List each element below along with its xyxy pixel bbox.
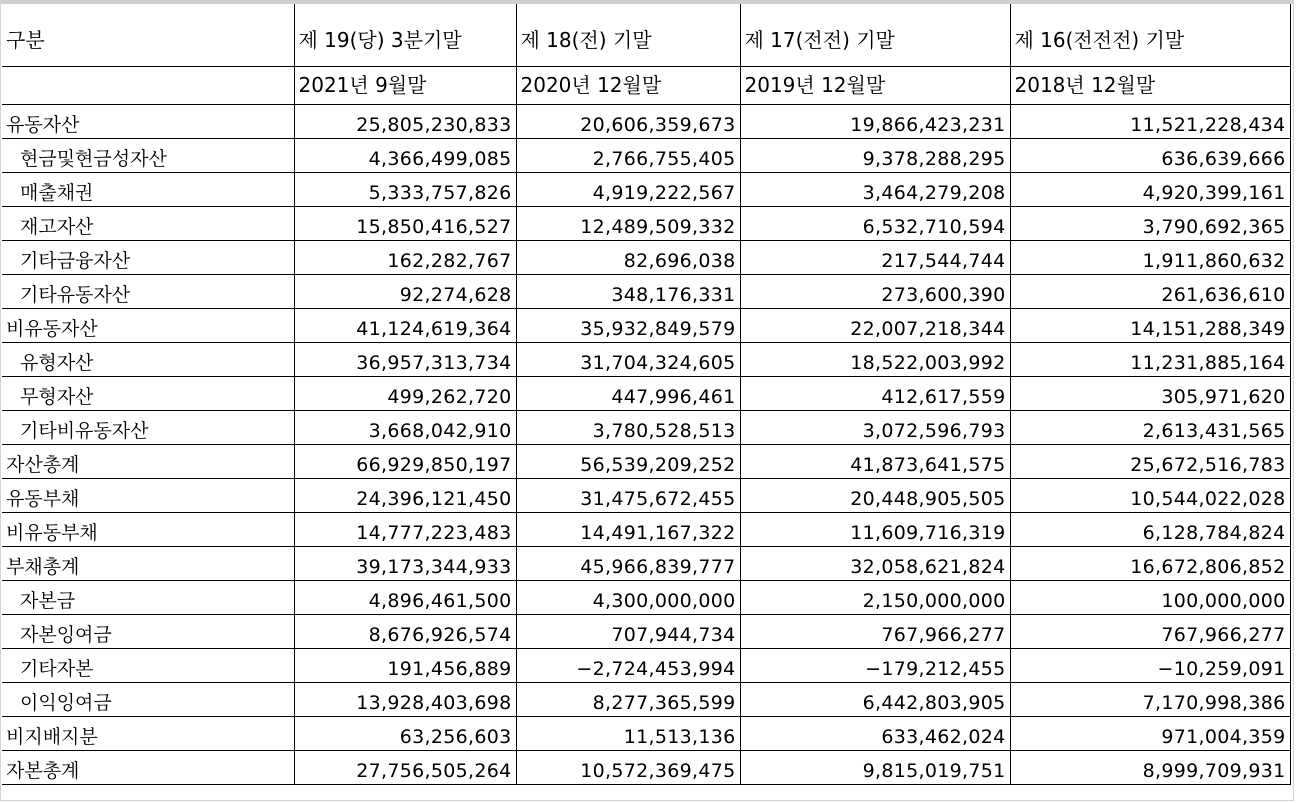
value-cell[interactable]: 14,777,223,483: [294, 512, 516, 546]
value-cell[interactable]: 4,366,499,085: [294, 138, 516, 172]
value-cell[interactable]: 10,572,369,475: [516, 750, 740, 784]
table-row: [2, 512, 1290, 546]
value-cell[interactable]: 9,378,288,295: [740, 138, 1010, 172]
value-cell[interactable]: 66,929,850,197: [294, 444, 516, 478]
value-cell[interactable]: 63,256,603: [294, 716, 516, 750]
table-row: [2, 750, 1290, 784]
value-cell[interactable]: 3,780,528,513: [516, 410, 740, 444]
value-cell[interactable]: 305,971,620: [1010, 376, 1290, 410]
value-cell[interactable]: 6,442,803,905: [740, 682, 1010, 716]
value-cell[interactable]: 971,004,359: [1010, 716, 1290, 750]
value-cell[interactable]: 100,000,000: [1010, 580, 1290, 614]
table-row: [2, 308, 1290, 342]
value-cell[interactable]: 16,672,806,852: [1010, 546, 1290, 580]
value-cell[interactable]: 32,058,621,824: [740, 546, 1010, 580]
value-cell[interactable]: 2,766,755,405: [516, 138, 740, 172]
table-row: [2, 206, 1290, 240]
value-cell[interactable]: 1,911,860,632: [1010, 240, 1290, 274]
value-cell[interactable]: 499,262,720: [294, 376, 516, 410]
value-cell[interactable]: 20,448,905,505: [740, 478, 1010, 512]
value-cell[interactable]: 39,173,344,933: [294, 546, 516, 580]
value-cell[interactable]: 633,462,024: [740, 716, 1010, 750]
date-cell[interactable]: 2019년 12월말: [740, 66, 1010, 104]
date-cell[interactable]: 2021년 9월말: [294, 66, 516, 104]
table-row: [2, 138, 1290, 172]
value-cell[interactable]: 191,456,889: [294, 648, 516, 682]
row-label[interactable]: 유동자산: [2, 104, 294, 138]
value-cell[interactable]: 273,600,390: [740, 274, 1010, 308]
value-cell[interactable]: −179,212,455: [740, 648, 1010, 682]
value-cell[interactable]: 25,805,230,833: [294, 104, 516, 138]
header-row: [2, 4, 1290, 66]
value-cell[interactable]: 217,544,744: [740, 240, 1010, 274]
value-cell[interactable]: 4,920,399,161: [1010, 172, 1290, 206]
value-cell[interactable]: 36,957,313,734: [294, 342, 516, 376]
table-row: [2, 580, 1290, 614]
header-cell[interactable]: 제 18(전) 기말: [516, 4, 740, 66]
value-cell[interactable]: 11,609,716,319: [740, 512, 1010, 546]
table-row: [2, 104, 1290, 138]
row-label[interactable]: 유형자산: [2, 342, 294, 376]
table-row: [2, 410, 1290, 444]
value-cell[interactable]: 707,944,734: [516, 614, 740, 648]
value-cell[interactable]: 8,676,926,574: [294, 614, 516, 648]
value-cell[interactable]: 4,919,222,567: [516, 172, 740, 206]
value-cell[interactable]: 8,277,365,599: [516, 682, 740, 716]
date-row: [2, 66, 1290, 104]
value-cell[interactable]: 14,491,167,322: [516, 512, 740, 546]
value-cell[interactable]: 2,613,431,565: [1010, 410, 1290, 444]
value-cell[interactable]: 3,668,042,910: [294, 410, 516, 444]
row-label[interactable]: 자본잉여금: [2, 614, 294, 648]
header-cell[interactable]: 제 16(전전전) 기말: [1010, 4, 1290, 66]
row-label[interactable]: 기타비유동자산: [2, 410, 294, 444]
value-cell[interactable]: 7,170,998,386: [1010, 682, 1290, 716]
header-cell[interactable]: 제 19(당) 3분기말: [294, 4, 516, 66]
value-cell[interactable]: −2,724,453,994: [516, 648, 740, 682]
value-cell[interactable]: 11,521,228,434: [1010, 104, 1290, 138]
value-cell[interactable]: 636,639,666: [1010, 138, 1290, 172]
row-label[interactable]: 자산총계: [2, 444, 294, 478]
value-cell[interactable]: 19,866,423,231: [740, 104, 1010, 138]
value-cell[interactable]: 13,928,403,698: [294, 682, 516, 716]
value-cell[interactable]: 18,522,003,992: [740, 342, 1010, 376]
table-row: [2, 172, 1290, 206]
value-cell[interactable]: 412,617,559: [740, 376, 1010, 410]
value-cell[interactable]: 31,704,324,605: [516, 342, 740, 376]
value-cell[interactable]: 14,151,288,349: [1010, 308, 1290, 342]
value-cell[interactable]: 31,475,672,455: [516, 478, 740, 512]
value-cell[interactable]: 3,790,692,365: [1010, 206, 1290, 240]
row-label[interactable]: 현금및현금성자산: [2, 138, 294, 172]
row-label[interactable]: 기타자본: [2, 648, 294, 682]
table-row: [2, 546, 1290, 580]
value-cell[interactable]: 447,996,461: [516, 376, 740, 410]
value-cell[interactable]: 6,532,710,594: [740, 206, 1010, 240]
value-cell[interactable]: 767,966,277: [740, 614, 1010, 648]
value-cell[interactable]: 348,176,331: [516, 274, 740, 308]
value-cell[interactable]: 12,489,509,332: [516, 206, 740, 240]
value-cell[interactable]: 4,896,461,500: [294, 580, 516, 614]
table-row: [2, 342, 1290, 376]
table-row: [2, 614, 1290, 648]
row-label[interactable]: 비유동자산: [2, 308, 294, 342]
value-cell[interactable]: 767,966,277: [1010, 614, 1290, 648]
row-label[interactable]: 매출채권: [2, 172, 294, 206]
table-row: [2, 240, 1290, 274]
date-cell[interactable]: [2, 66, 294, 104]
row-label[interactable]: 이익잉여금: [2, 682, 294, 716]
value-cell[interactable]: 11,513,136: [516, 716, 740, 750]
value-cell[interactable]: 9,815,019,751: [740, 750, 1010, 784]
value-cell[interactable]: 41,873,641,575: [740, 444, 1010, 478]
value-cell[interactable]: 5,333,757,826: [294, 172, 516, 206]
row-label[interactable]: 자본총계: [2, 750, 294, 784]
date-cell[interactable]: 2020년 12월말: [516, 66, 740, 104]
value-cell[interactable]: 27,756,505,264: [294, 750, 516, 784]
value-cell[interactable]: 11,231,885,164: [1010, 342, 1290, 376]
table-row: [2, 682, 1290, 716]
row-label[interactable]: 재고자산: [2, 206, 294, 240]
value-cell[interactable]: 4,300,000,000: [516, 580, 740, 614]
value-cell[interactable]: 3,072,596,793: [740, 410, 1010, 444]
value-cell[interactable]: −10,259,091: [1010, 648, 1290, 682]
value-cell[interactable]: 35,932,849,579: [516, 308, 740, 342]
value-cell[interactable]: 15,850,416,527: [294, 206, 516, 240]
table-row: [2, 478, 1290, 512]
value-cell[interactable]: 162,282,767: [294, 240, 516, 274]
header-cell[interactable]: 제 17(전전) 기말: [740, 4, 1010, 66]
value-cell[interactable]: 261,636,610: [1010, 274, 1290, 308]
table-row: [2, 444, 1290, 478]
table-row: [2, 376, 1290, 410]
row-label[interactable]: 무형자산: [2, 376, 294, 410]
row-label[interactable]: 유동부채: [2, 478, 294, 512]
row-label[interactable]: 부채총계: [2, 546, 294, 580]
row-label[interactable]: 비유동부채: [2, 512, 294, 546]
value-cell[interactable]: 22,007,218,344: [740, 308, 1010, 342]
value-cell[interactable]: 6,128,784,824: [1010, 512, 1290, 546]
value-cell[interactable]: 82,696,038: [516, 240, 740, 274]
value-cell[interactable]: 10,544,022,028: [1010, 478, 1290, 512]
financial-summary-table: [2, 4, 1291, 785]
row-label[interactable]: 기타유동자산: [2, 274, 294, 308]
value-cell[interactable]: 8,999,709,931: [1010, 750, 1290, 784]
row-label[interactable]: 기타금융자산: [2, 240, 294, 274]
date-cell[interactable]: 2018년 12월말: [1010, 66, 1290, 104]
value-cell[interactable]: 2,150,000,000: [740, 580, 1010, 614]
value-cell[interactable]: 3,464,279,208: [740, 172, 1010, 206]
table-row: [2, 648, 1290, 682]
value-cell[interactable]: 92,274,628: [294, 274, 516, 308]
row-label[interactable]: 비지배지분: [2, 716, 294, 750]
value-cell[interactable]: 24,396,121,450: [294, 478, 516, 512]
table-row: [2, 716, 1290, 750]
value-cell[interactable]: 20,606,359,673: [516, 104, 740, 138]
value-cell[interactable]: 45,966,839,777: [516, 546, 740, 580]
value-cell[interactable]: 25,672,516,783: [1010, 444, 1290, 478]
table-row: [2, 274, 1290, 308]
header-cell[interactable]: 구분: [2, 4, 294, 66]
value-cell[interactable]: 56,539,209,252: [516, 444, 740, 478]
value-cell[interactable]: 41,124,619,364: [294, 308, 516, 342]
row-label[interactable]: 자본금: [2, 580, 294, 614]
